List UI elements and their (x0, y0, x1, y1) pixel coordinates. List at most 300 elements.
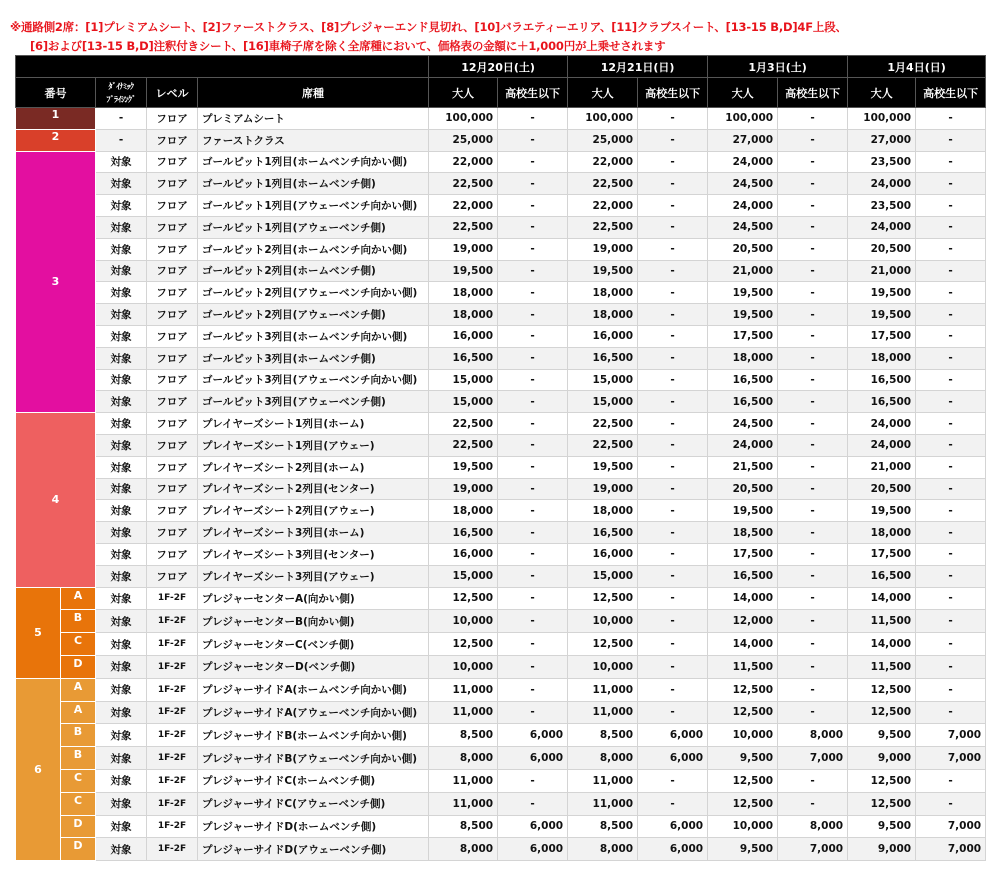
student-price-cell: - (916, 633, 986, 656)
adult-price-cell: 12,500 (848, 701, 916, 724)
adult-price-cell: 19,000 (568, 478, 638, 500)
adult-price-cell: 11,000 (429, 701, 498, 724)
student-price-cell: - (916, 282, 986, 304)
student-price-cell: 6,000 (638, 724, 708, 747)
adult-price-cell: 16,500 (429, 347, 498, 369)
student-price-cell: - (916, 434, 986, 456)
student-price-cell: - (498, 587, 568, 610)
student-price-cell: - (778, 282, 848, 304)
seat-type-cell: ゴールピット3列目(ホームベンチ側) (198, 347, 429, 369)
table-row (16, 304, 986, 326)
adult-price-cell: 11,000 (429, 678, 498, 701)
student-price-cell: 6,000 (498, 724, 568, 747)
header-date-1: 12月20日(土) (429, 56, 568, 78)
adult-price-cell: 18,500 (708, 522, 778, 544)
dynamic-pricing-cell: 対象 (96, 678, 147, 701)
dynamic-pricing-cell: 対象 (96, 347, 147, 369)
notice-line-1: ※通路側2席：[1]プレミアムシート、[2]ファーストクラス、[8]プレジャーエンド見切れ、[10]バラエティーエリア、[11]クラブスイート、[13-15 B,D]4F上段、 (10, 20, 847, 34)
table-row (16, 633, 986, 656)
seat-type-cell: プレミアムシート (198, 108, 429, 130)
header-number: 番号 (16, 78, 96, 108)
level-cell: 1F-2F (147, 792, 198, 815)
level-cell: 1F-2F (147, 587, 198, 610)
adult-price-cell: 19,500 (708, 304, 778, 326)
group-number: 1 (16, 108, 96, 130)
student-price-cell: - (498, 260, 568, 282)
seat-type-cell: プレジャーセンターA(向かい側) (198, 587, 429, 610)
student-price-cell: - (638, 587, 708, 610)
student-price-cell: - (498, 655, 568, 678)
header-dynamic-line-2: ﾌﾟﾗｲｼﾝｸﾞ (106, 94, 136, 104)
student-price-cell: 7,000 (778, 747, 848, 770)
adult-price-cell: 22,500 (429, 434, 498, 456)
header-adult-2: 大人 (568, 78, 638, 108)
header-seat: 席種 (198, 78, 429, 108)
adult-price-cell: 23,500 (848, 195, 916, 217)
student-price-cell: - (638, 260, 708, 282)
adult-price-cell: 19,500 (429, 456, 498, 478)
adult-price-cell: 8,500 (568, 724, 638, 747)
seat-type-cell: プレイヤーズシート3列目(ホーム) (198, 522, 429, 544)
student-price-cell: - (778, 655, 848, 678)
seat-type-cell: ゴールピット1列目(アウェーベンチ向かい側) (198, 195, 429, 217)
student-price-cell: - (638, 543, 708, 565)
adult-price-cell: 14,000 (848, 587, 916, 610)
student-price-cell: - (638, 610, 708, 633)
dynamic-pricing-cell: 対象 (96, 304, 147, 326)
student-price-cell: - (498, 304, 568, 326)
table-header (16, 56, 986, 108)
student-price-cell: - (498, 173, 568, 195)
dynamic-pricing-cell: - (96, 129, 147, 151)
student-price-cell: - (778, 456, 848, 478)
level-cell: フロア (147, 434, 198, 456)
adult-price-cell: 12,500 (429, 587, 498, 610)
student-price-cell: - (916, 173, 986, 195)
student-price-cell: - (638, 369, 708, 391)
adult-price-cell: 18,000 (568, 500, 638, 522)
student-price-cell: - (916, 478, 986, 500)
adult-price-cell: 27,000 (708, 129, 778, 151)
table-row (16, 434, 986, 456)
dynamic-pricing-cell: 対象 (96, 325, 147, 347)
group-number: 6 (16, 678, 61, 860)
adult-price-cell: 17,500 (848, 543, 916, 565)
student-price-cell: - (498, 238, 568, 260)
seat-type-cell: プレジャーサイドA(アウェーベンチ向かい側) (198, 701, 429, 724)
adult-price-cell: 24,000 (708, 151, 778, 173)
student-price-cell: - (638, 195, 708, 217)
student-price-cell: - (498, 216, 568, 238)
student-price-cell: - (778, 610, 848, 633)
table-row (16, 238, 986, 260)
adult-price-cell: 8,500 (568, 815, 638, 838)
table-row (16, 151, 986, 173)
student-price-cell: - (638, 678, 708, 701)
seat-type-cell: プレジャーサイドB(アウェーベンチ向かい側) (198, 747, 429, 770)
student-price-cell: - (778, 238, 848, 260)
level-cell: 1F-2F (147, 701, 198, 724)
student-price-cell: - (916, 195, 986, 217)
adult-price-cell: 10,000 (568, 655, 638, 678)
student-price-cell: - (916, 500, 986, 522)
student-price-cell: - (638, 129, 708, 151)
level-cell: フロア (147, 565, 198, 587)
level-cell: 1F-2F (147, 747, 198, 770)
dynamic-pricing-cell: 対象 (96, 151, 147, 173)
sub-block: B (61, 724, 96, 747)
student-price-cell: - (638, 304, 708, 326)
level-cell: 1F-2F (147, 769, 198, 792)
adult-price-cell: 100,000 (848, 108, 916, 130)
adult-price-cell: 14,000 (708, 587, 778, 610)
adult-price-cell: 18,000 (429, 282, 498, 304)
student-price-cell: - (498, 633, 568, 656)
student-price-cell: - (498, 678, 568, 701)
adult-price-cell: 19,500 (848, 500, 916, 522)
student-price-cell: - (778, 151, 848, 173)
adult-price-cell: 19,000 (568, 238, 638, 260)
adult-price-cell: 22,500 (568, 434, 638, 456)
student-price-cell: - (638, 478, 708, 500)
adult-price-cell: 15,000 (429, 369, 498, 391)
student-price-cell: - (916, 587, 986, 610)
student-price-cell: - (638, 347, 708, 369)
student-price-cell: 6,000 (498, 815, 568, 838)
student-price-cell: - (916, 769, 986, 792)
student-price-cell: - (498, 129, 568, 151)
seat-type-cell: ゴールピット1列目(アウェーベンチ側) (198, 216, 429, 238)
student-price-cell: - (638, 701, 708, 724)
notice-line-2: [6]および[13-15 B,D]注釈付きシート、[16]車椅子席を除く全席種において、価格表の金額に＋1,000円が上乗せされます (30, 39, 666, 53)
dynamic-pricing-cell: 対象 (96, 565, 147, 587)
adult-price-cell: 19,500 (708, 500, 778, 522)
header-adult-3: 大人 (708, 78, 778, 108)
level-cell: フロア (147, 216, 198, 238)
adult-price-cell: 16,500 (848, 369, 916, 391)
dynamic-pricing-cell: 対象 (96, 369, 147, 391)
adult-price-cell: 11,500 (848, 655, 916, 678)
seat-type-cell: プレイヤーズシート2列目(ホーム) (198, 456, 429, 478)
student-price-cell: - (778, 522, 848, 544)
level-cell: フロア (147, 369, 198, 391)
adult-price-cell: 24,500 (708, 413, 778, 435)
student-price-cell: - (916, 151, 986, 173)
student-price-cell: - (778, 260, 848, 282)
adult-price-cell: 21,000 (848, 456, 916, 478)
adult-price-cell: 22,500 (429, 173, 498, 195)
dynamic-pricing-cell: 対象 (96, 173, 147, 195)
dynamic-pricing-cell: 対象 (96, 216, 147, 238)
student-price-cell: - (916, 565, 986, 587)
adult-price-cell: 16,000 (429, 543, 498, 565)
adult-price-cell: 11,000 (568, 769, 638, 792)
dynamic-pricing-cell: 対象 (96, 282, 147, 304)
student-price-cell: - (916, 456, 986, 478)
dynamic-pricing-cell: 対象 (96, 747, 147, 770)
adult-price-cell: 22,500 (568, 173, 638, 195)
adult-price-cell: 21,000 (848, 260, 916, 282)
table-row (16, 655, 986, 678)
adult-price-cell: 24,500 (708, 173, 778, 195)
level-cell: フロア (147, 347, 198, 369)
adult-price-cell: 16,000 (568, 543, 638, 565)
seat-type-cell: ゴールピット2列目(アウェーベンチ向かい側) (198, 282, 429, 304)
level-cell: フロア (147, 129, 198, 151)
level-cell: フロア (147, 478, 198, 500)
table-row (16, 701, 986, 724)
student-price-cell: - (778, 173, 848, 195)
adult-price-cell: 19,500 (568, 456, 638, 478)
student-price-cell: - (778, 129, 848, 151)
sub-block: C (61, 769, 96, 792)
student-price-cell: - (778, 565, 848, 587)
adult-price-cell: 12,500 (848, 769, 916, 792)
adult-price-cell: 17,500 (848, 325, 916, 347)
dynamic-pricing-cell: 対象 (96, 655, 147, 678)
adult-price-cell: 15,000 (568, 391, 638, 413)
adult-price-cell: 12,500 (708, 701, 778, 724)
dynamic-pricing-cell: 対象 (96, 434, 147, 456)
student-price-cell: - (916, 701, 986, 724)
seat-type-cell: プレジャーサイドC(ホームベンチ側) (198, 769, 429, 792)
student-price-cell: - (638, 434, 708, 456)
student-price-cell: - (778, 701, 848, 724)
level-cell: フロア (147, 173, 198, 195)
adult-price-cell: 21,000 (708, 260, 778, 282)
adult-price-cell: 18,000 (429, 304, 498, 326)
student-price-cell: 8,000 (778, 815, 848, 838)
level-cell: フロア (147, 151, 198, 173)
dynamic-pricing-cell: 対象 (96, 500, 147, 522)
student-price-cell: 7,000 (916, 838, 986, 861)
header-dynamic-line-1: ﾀﾞｲﾅﾐｯｸ (108, 81, 134, 91)
adult-price-cell: 11,500 (848, 610, 916, 633)
level-cell: 1F-2F (147, 815, 198, 838)
student-price-cell: - (916, 108, 986, 130)
adult-price-cell: 21,500 (708, 456, 778, 478)
student-price-cell: - (638, 500, 708, 522)
table-row (16, 108, 986, 130)
level-cell: 1F-2F (147, 678, 198, 701)
seat-type-cell: プレイヤーズシート2列目(アウェー) (198, 500, 429, 522)
student-price-cell: 6,000 (498, 747, 568, 770)
adult-price-cell: 100,000 (429, 108, 498, 130)
table-row (16, 522, 986, 544)
level-cell: フロア (147, 543, 198, 565)
adult-price-cell: 12,500 (708, 678, 778, 701)
seat-type-cell: ゴールピット1列目(ホームベンチ側) (198, 173, 429, 195)
dynamic-pricing-cell: - (96, 108, 147, 130)
adult-price-cell: 24,000 (708, 434, 778, 456)
adult-price-cell: 16,500 (568, 522, 638, 544)
header-blank (16, 56, 429, 78)
dynamic-pricing-cell: 対象 (96, 587, 147, 610)
group-number: 5 (16, 587, 61, 678)
student-price-cell: - (916, 792, 986, 815)
seat-type-cell: プレイヤーズシート1列目(アウェー) (198, 434, 429, 456)
seat-type-cell: プレイヤーズシート2列目(センター) (198, 478, 429, 500)
student-price-cell: - (916, 610, 986, 633)
table-body (16, 108, 986, 861)
sub-block: B (61, 747, 96, 770)
student-price-cell: - (916, 347, 986, 369)
adult-price-cell: 20,500 (848, 478, 916, 500)
adult-price-cell: 10,000 (708, 815, 778, 838)
student-price-cell: - (916, 543, 986, 565)
adult-price-cell: 24,000 (848, 173, 916, 195)
adult-price-cell: 11,000 (568, 678, 638, 701)
student-price-cell: - (498, 610, 568, 633)
student-price-cell: - (498, 151, 568, 173)
table-row (16, 587, 986, 610)
student-price-cell: 6,000 (638, 747, 708, 770)
student-price-cell: - (778, 369, 848, 391)
student-price-cell: - (778, 195, 848, 217)
table-row (16, 129, 986, 151)
student-price-cell: - (498, 108, 568, 130)
adult-price-cell: 14,000 (708, 633, 778, 656)
level-cell: フロア (147, 522, 198, 544)
adult-price-cell: 16,500 (429, 522, 498, 544)
sub-block: B (61, 610, 96, 633)
adult-price-cell: 16,000 (568, 325, 638, 347)
student-price-cell: - (778, 633, 848, 656)
level-cell: フロア (147, 413, 198, 435)
table-row (16, 325, 986, 347)
header-adult-4: 大人 (848, 78, 916, 108)
sub-block: C (61, 633, 96, 656)
adult-price-cell: 19,000 (429, 238, 498, 260)
adult-price-cell: 16,500 (848, 391, 916, 413)
adult-price-cell: 19,500 (568, 260, 638, 282)
table-row (16, 747, 986, 770)
seat-type-cell: ファーストクラス (198, 129, 429, 151)
seat-type-cell: プレジャーサイドD(ホームベンチ側) (198, 815, 429, 838)
student-price-cell: - (498, 347, 568, 369)
adult-price-cell: 12,500 (708, 792, 778, 815)
student-price-cell: - (498, 413, 568, 435)
adult-price-cell: 25,000 (568, 129, 638, 151)
seat-type-cell: プレイヤーズシート1列目(ホーム) (198, 413, 429, 435)
adult-price-cell: 11,500 (708, 655, 778, 678)
adult-price-cell: 9,500 (708, 838, 778, 861)
student-price-cell: - (778, 413, 848, 435)
dynamic-pricing-cell: 対象 (96, 478, 147, 500)
student-price-cell: - (916, 325, 986, 347)
adult-price-cell: 16,500 (708, 565, 778, 587)
student-price-cell: - (778, 325, 848, 347)
level-cell: 1F-2F (147, 838, 198, 861)
student-price-cell: - (638, 456, 708, 478)
table-row (16, 478, 986, 500)
header-date-4: 1月4日(日) (848, 56, 986, 78)
student-price-cell: - (498, 456, 568, 478)
dynamic-pricing-cell: 対象 (96, 543, 147, 565)
dynamic-pricing-cell: 対象 (96, 610, 147, 633)
student-price-cell: - (778, 391, 848, 413)
student-price-cell: 8,000 (778, 724, 848, 747)
student-price-cell: - (638, 413, 708, 435)
level-cell: フロア (147, 238, 198, 260)
dynamic-pricing-cell: 対象 (96, 701, 147, 724)
adult-price-cell: 20,500 (708, 238, 778, 260)
adult-price-cell: 11,000 (429, 792, 498, 815)
student-price-cell: - (916, 369, 986, 391)
student-price-cell: - (498, 391, 568, 413)
adult-price-cell: 20,500 (708, 478, 778, 500)
student-price-cell: - (498, 282, 568, 304)
adult-price-cell: 8,000 (429, 747, 498, 770)
adult-price-cell: 17,500 (708, 543, 778, 565)
adult-price-cell: 19,500 (848, 282, 916, 304)
table-row (16, 543, 986, 565)
dynamic-pricing-cell: 対象 (96, 724, 147, 747)
level-cell: フロア (147, 325, 198, 347)
student-price-cell: - (638, 282, 708, 304)
student-price-cell: - (778, 108, 848, 130)
student-price-cell: - (638, 108, 708, 130)
level-cell: フロア (147, 108, 198, 130)
adult-price-cell: 10,000 (429, 655, 498, 678)
student-price-cell: - (778, 434, 848, 456)
dynamic-pricing-cell: 対象 (96, 522, 147, 544)
student-price-cell: - (638, 173, 708, 195)
student-price-cell: - (638, 565, 708, 587)
level-cell: フロア (147, 282, 198, 304)
adult-price-cell: 24,000 (708, 195, 778, 217)
seat-type-cell: ゴールピット2列目(ホームベンチ向かい側) (198, 238, 429, 260)
dynamic-pricing-cell: 対象 (96, 413, 147, 435)
adult-price-cell: 22,000 (568, 195, 638, 217)
seat-type-cell: ゴールピット3列目(ホームベンチ向かい側) (198, 325, 429, 347)
seat-type-cell: プレジャーサイドC(アウェーベンチ側) (198, 792, 429, 815)
student-price-cell: - (498, 325, 568, 347)
adult-price-cell: 15,000 (429, 391, 498, 413)
student-price-cell: - (778, 304, 848, 326)
adult-price-cell: 16,500 (848, 565, 916, 587)
student-price-cell: - (638, 238, 708, 260)
table-row (16, 565, 986, 587)
student-price-cell: - (498, 434, 568, 456)
adult-price-cell: 11,000 (568, 792, 638, 815)
student-price-cell: - (778, 769, 848, 792)
student-price-cell: - (916, 522, 986, 544)
header-dynamic-pricing (96, 78, 147, 108)
student-price-cell: - (638, 655, 708, 678)
student-price-cell: - (498, 195, 568, 217)
dynamic-pricing-cell: 対象 (96, 815, 147, 838)
student-price-cell: - (498, 701, 568, 724)
adult-price-cell: 12,500 (568, 633, 638, 656)
adult-price-cell: 15,000 (568, 369, 638, 391)
sub-block: D (61, 655, 96, 678)
adult-price-cell: 11,000 (429, 769, 498, 792)
student-price-cell: - (638, 769, 708, 792)
table-row (16, 456, 986, 478)
level-cell: フロア (147, 260, 198, 282)
student-price-cell: - (916, 238, 986, 260)
student-price-cell: - (498, 792, 568, 815)
student-price-cell: - (638, 633, 708, 656)
adult-price-cell: 12,000 (708, 610, 778, 633)
seat-type-cell: プレイヤーズシート3列目(センター) (198, 543, 429, 565)
dynamic-pricing-cell: 対象 (96, 792, 147, 815)
table-row (16, 838, 986, 861)
student-price-cell: - (638, 792, 708, 815)
header-student-4: 高校生以下 (916, 78, 986, 108)
adult-price-cell: 15,000 (429, 565, 498, 587)
